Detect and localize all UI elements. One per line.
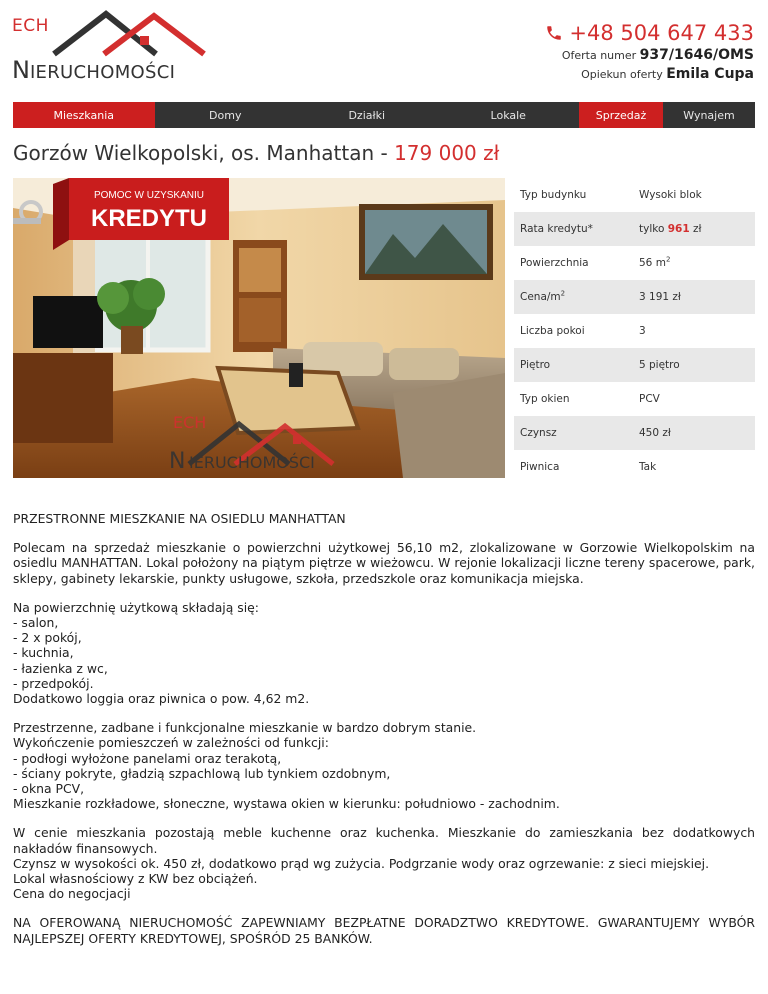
param-row-rata: Rata kredytu* tylko 961 zł xyxy=(514,212,755,246)
description-heading: PRZESTRONNE MIESZKANIE NA OSIEDLU MANHATTAN xyxy=(13,511,346,526)
main-nav xyxy=(13,102,755,128)
nav-item-lokale[interactable]: Lokale xyxy=(490,108,526,122)
logo-ech-text: ECH xyxy=(12,16,49,36)
param-row-czynsz: Czynsz 450 zł xyxy=(514,416,755,450)
nav-item-wynajem[interactable]: Wynajem xyxy=(683,108,735,122)
nav-item-domy[interactable]: Domy xyxy=(209,108,242,122)
house-roof-icon xyxy=(42,10,212,60)
param-row-piwnica: Piwnica Tak xyxy=(520,461,657,473)
params-table xyxy=(514,178,755,484)
description-paragraph-1: Polecam na sprzedaż mieszkanie o powierzchni użytkowej 56,10 m2, zlokalizowane w Gorzowie Wielkopolskim na osiedlu MANHATTAN. Lokal położony na piątym piętrze w wieżowcu. W rejonie lokalizacji liczne tereny spacerowe, park, sklepy, gabinety lekarskie, punkty usługowe, szkoła, przedszkole oraz komunikacja miejska. xyxy=(13,540,755,586)
listing-price: 179 000 zł xyxy=(394,141,500,165)
offer-number: 937/1646/OMS xyxy=(639,47,754,63)
param-row-cena-m2: Cena/$m^2$ 3 191 zł xyxy=(514,280,755,314)
param-row-pietro: Piętro 5 piętro xyxy=(514,348,755,382)
agent-line: Opiekun oferty Emila Cupa xyxy=(581,66,754,82)
banner-line1: POMOC W UZYSKANIU xyxy=(93,190,205,201)
param-row-typ-budynku: Typ budynku Wysoki blok xyxy=(520,189,702,201)
room-photo-image xyxy=(13,178,505,478)
nav-item-mieszkania[interactable]: Mieszkania xyxy=(13,102,155,128)
description-paragraph-3: Przestrzenne, zadbane i funkcjonalne mieszkanie w bardzo dobrym stanie. Wykończenie pomieszczeń w zależności od funkcji: - podłogi wyłożone panelami oraz terakotą, - ściany pokryte, gładzią szpachlową lub tynkiem ozdobnym, - okna PCV, Mieszkanie rozkładowe, słoneczne, wystawa okien w kierunku: południowo - zachodnim. xyxy=(13,720,560,812)
param-row-powierzchnia: Powierzchnia 56 $m^2$ xyxy=(520,255,671,269)
company-logo[interactable] xyxy=(12,10,202,84)
offer-number-line: Oferta numer 937/1646/OMS xyxy=(561,47,754,63)
logo-wordmark: NIERUCHOMOŚCI xyxy=(12,56,176,84)
svg-text:ECH: ECH xyxy=(173,413,207,432)
listing-description xyxy=(13,511,755,960)
description-paragraph-5: NA OFEROWANĄ NIERUCHOMOŚĆ ZAPEWNIAMY BEZPŁATNE DORADZTWO KREDYTOWE. GWARANTUJEMY WYBÓR NAJLEPSZEJ OFERTY KREDYTOWEJ, SPOŚRÓD 25 BANKÓW. xyxy=(13,915,755,946)
banner-line2: KREDYTU xyxy=(90,205,208,232)
nav-item-sprzedaz[interactable]: Sprzedaż xyxy=(579,102,663,128)
page-title: Gorzów Wielkopolski, os. Manhattan - 179 000 zł xyxy=(13,141,500,165)
contact-block xyxy=(545,20,754,84)
nav-item-dzialki[interactable]: Działki xyxy=(348,108,386,122)
agent-name: Emila Cupa xyxy=(666,66,754,82)
phone-icon xyxy=(545,24,563,42)
header xyxy=(0,0,768,100)
phone-number[interactable]: +48 504 647 433 xyxy=(545,20,754,46)
svg-text:N: N xyxy=(169,449,186,474)
param-row-okna: Typ okien PCV xyxy=(520,393,660,405)
param-row-pokoje: Liczba pokoi 3 xyxy=(520,325,646,337)
description-paragraph-2: Na powierzchnię użytkową składają się: - salon, - 2 x pokój, - kuchnia, - łazienka z wc, - przedpokój. Dodatkowo loggia oraz piwnica o pow. 4,62 m2. xyxy=(13,599,310,707)
listing-photo[interactable] xyxy=(13,178,505,478)
svg-text:IERUCHOMOŚCI: IERUCHOMOŚCI xyxy=(189,453,315,472)
description-paragraph-4: W cenie mieszkania pozostają meble kuchenne oraz kuchenka. Mieszkanie do zamieszkania bez dodatkowych nakładów finansowych. Czynsz w wysokości ok. 450 zł, dodatkowo prąd wg zużycia. Podgrzanie wody oraz ogrzewanie: z sieci miejskiej. Lokal własnościowy z KW bez obciążeń. Cena do negocjacji xyxy=(13,825,755,902)
